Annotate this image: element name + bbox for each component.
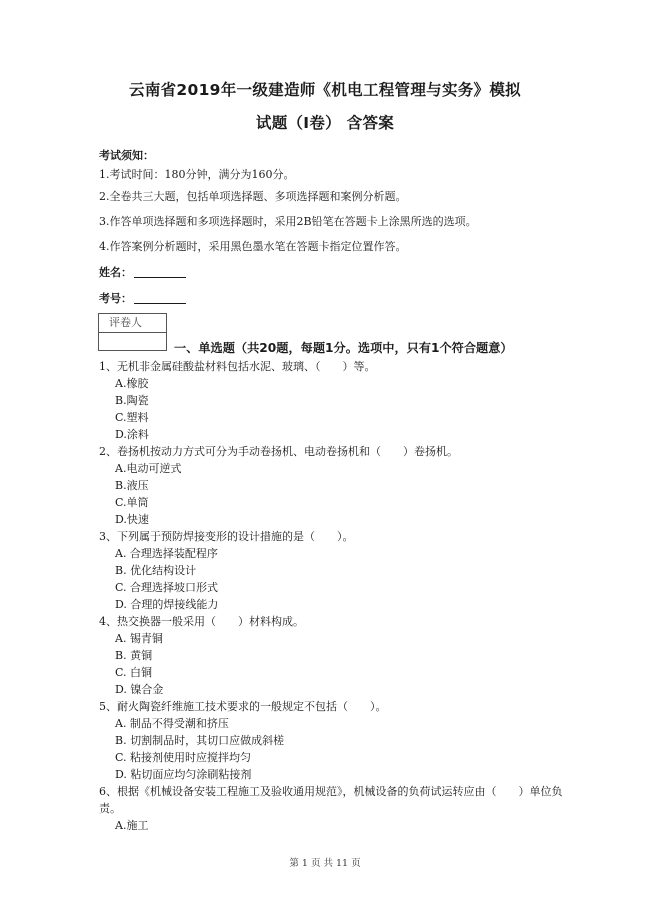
name-field bbox=[99, 264, 186, 280]
question-option: A. 制品不得受潮和挤压 bbox=[115, 717, 229, 730]
question-option: C. 粘接剂使用时应搅拌均匀 bbox=[115, 751, 252, 764]
name-label: 姓名： bbox=[99, 266, 132, 279]
exam-note-2: 2.全卷共三大题，包括单项选择题、多项选择题和案例分析题。 bbox=[99, 190, 407, 203]
question-1 bbox=[99, 358, 569, 443]
question-stem: 6、根据《机械设备安装工程施工及验收通用规范》，机械设备的负荷试运转应由（ ）单位负责。 bbox=[99, 785, 563, 815]
question-option: C. 白铜 bbox=[115, 666, 153, 679]
question-option: C.塑料 bbox=[115, 411, 149, 424]
question-option: D.涂料 bbox=[115, 428, 149, 441]
grader-label: 评卷人 bbox=[99, 314, 166, 333]
question-option: A.橡胶 bbox=[115, 377, 149, 390]
exam-number-label: 考号： bbox=[99, 292, 132, 305]
question-option: D. 合理的焊接线能力 bbox=[115, 598, 219, 611]
question-option: B. 切割制品时，其切口应做成斜槎 bbox=[115, 734, 285, 747]
question-stem: 3、下列属于预防焊接变形的设计措施的是（ ）。 bbox=[99, 530, 354, 543]
exam-number-field bbox=[99, 290, 186, 306]
section-heading: 一、单选题（共20题，每题1分。选项中，只有1个符合题意） bbox=[174, 341, 513, 355]
question-option: A. 合理选择装配程序 bbox=[115, 547, 218, 560]
question-5 bbox=[99, 698, 569, 783]
page-footer: 第 1 页 共 11 页 bbox=[289, 858, 361, 869]
question-6 bbox=[99, 783, 569, 834]
exam-notes-heading: 考试须知： bbox=[99, 149, 154, 162]
name-blank-line bbox=[134, 277, 186, 278]
question-option: C. 合理选择坡口形式 bbox=[115, 581, 219, 594]
question-option: B.液压 bbox=[115, 479, 149, 492]
grader-box bbox=[98, 313, 167, 351]
question-stem: 1、无机非金属硅酸盐材料包括水泥、玻璃、（ ）等。 bbox=[99, 360, 376, 373]
question-list bbox=[99, 358, 569, 834]
exam-note-1: 1.考试时间：180分钟，满分为160分。 bbox=[99, 168, 295, 181]
question-option: A.电动可逆式 bbox=[115, 462, 182, 475]
question-stem: 5、耐火陶瓷纤维施工技术要求的一般规定不包括（ ）。 bbox=[99, 700, 387, 713]
question-stem: 4、热交换器一般采用（ ）材料构成。 bbox=[99, 615, 304, 628]
question-stem: 2、卷扬机按动力方式可分为手动卷扬机、电动卷扬机和（ ）卷扬机。 bbox=[99, 445, 458, 458]
question-option: D.快速 bbox=[115, 513, 149, 526]
exam-note-4: 4.作答案例分析题时，采用黑色墨水笔在答题卡指定位置作答。 bbox=[99, 240, 407, 253]
question-3 bbox=[99, 528, 569, 613]
question-option: B. 黄铜 bbox=[115, 649, 153, 662]
question-option: D. 镍合金 bbox=[115, 683, 164, 696]
exam-note-3: 3.作答单项选择题和多项选择题时，采用2B铅笔在答题卡上涂黑所选的选项。 bbox=[99, 215, 477, 228]
page-subtitle: 试题（I卷） 含答案 bbox=[255, 114, 395, 132]
question-2 bbox=[99, 443, 569, 528]
question-option: A.施工 bbox=[115, 819, 149, 832]
question-4 bbox=[99, 613, 569, 698]
question-option: C.单筒 bbox=[115, 496, 149, 509]
question-option: D. 粘切面应均匀涂刷粘接剂 bbox=[115, 768, 252, 781]
exam-number-blank-line bbox=[134, 303, 186, 304]
question-option: A. 锡青铜 bbox=[115, 632, 163, 645]
question-option: B. 优化结构设计 bbox=[115, 564, 197, 577]
question-option: B.陶瓷 bbox=[115, 394, 149, 407]
page-title: 云南省2019年一级建造师《机电工程管理与实务》模拟 bbox=[129, 81, 521, 99]
